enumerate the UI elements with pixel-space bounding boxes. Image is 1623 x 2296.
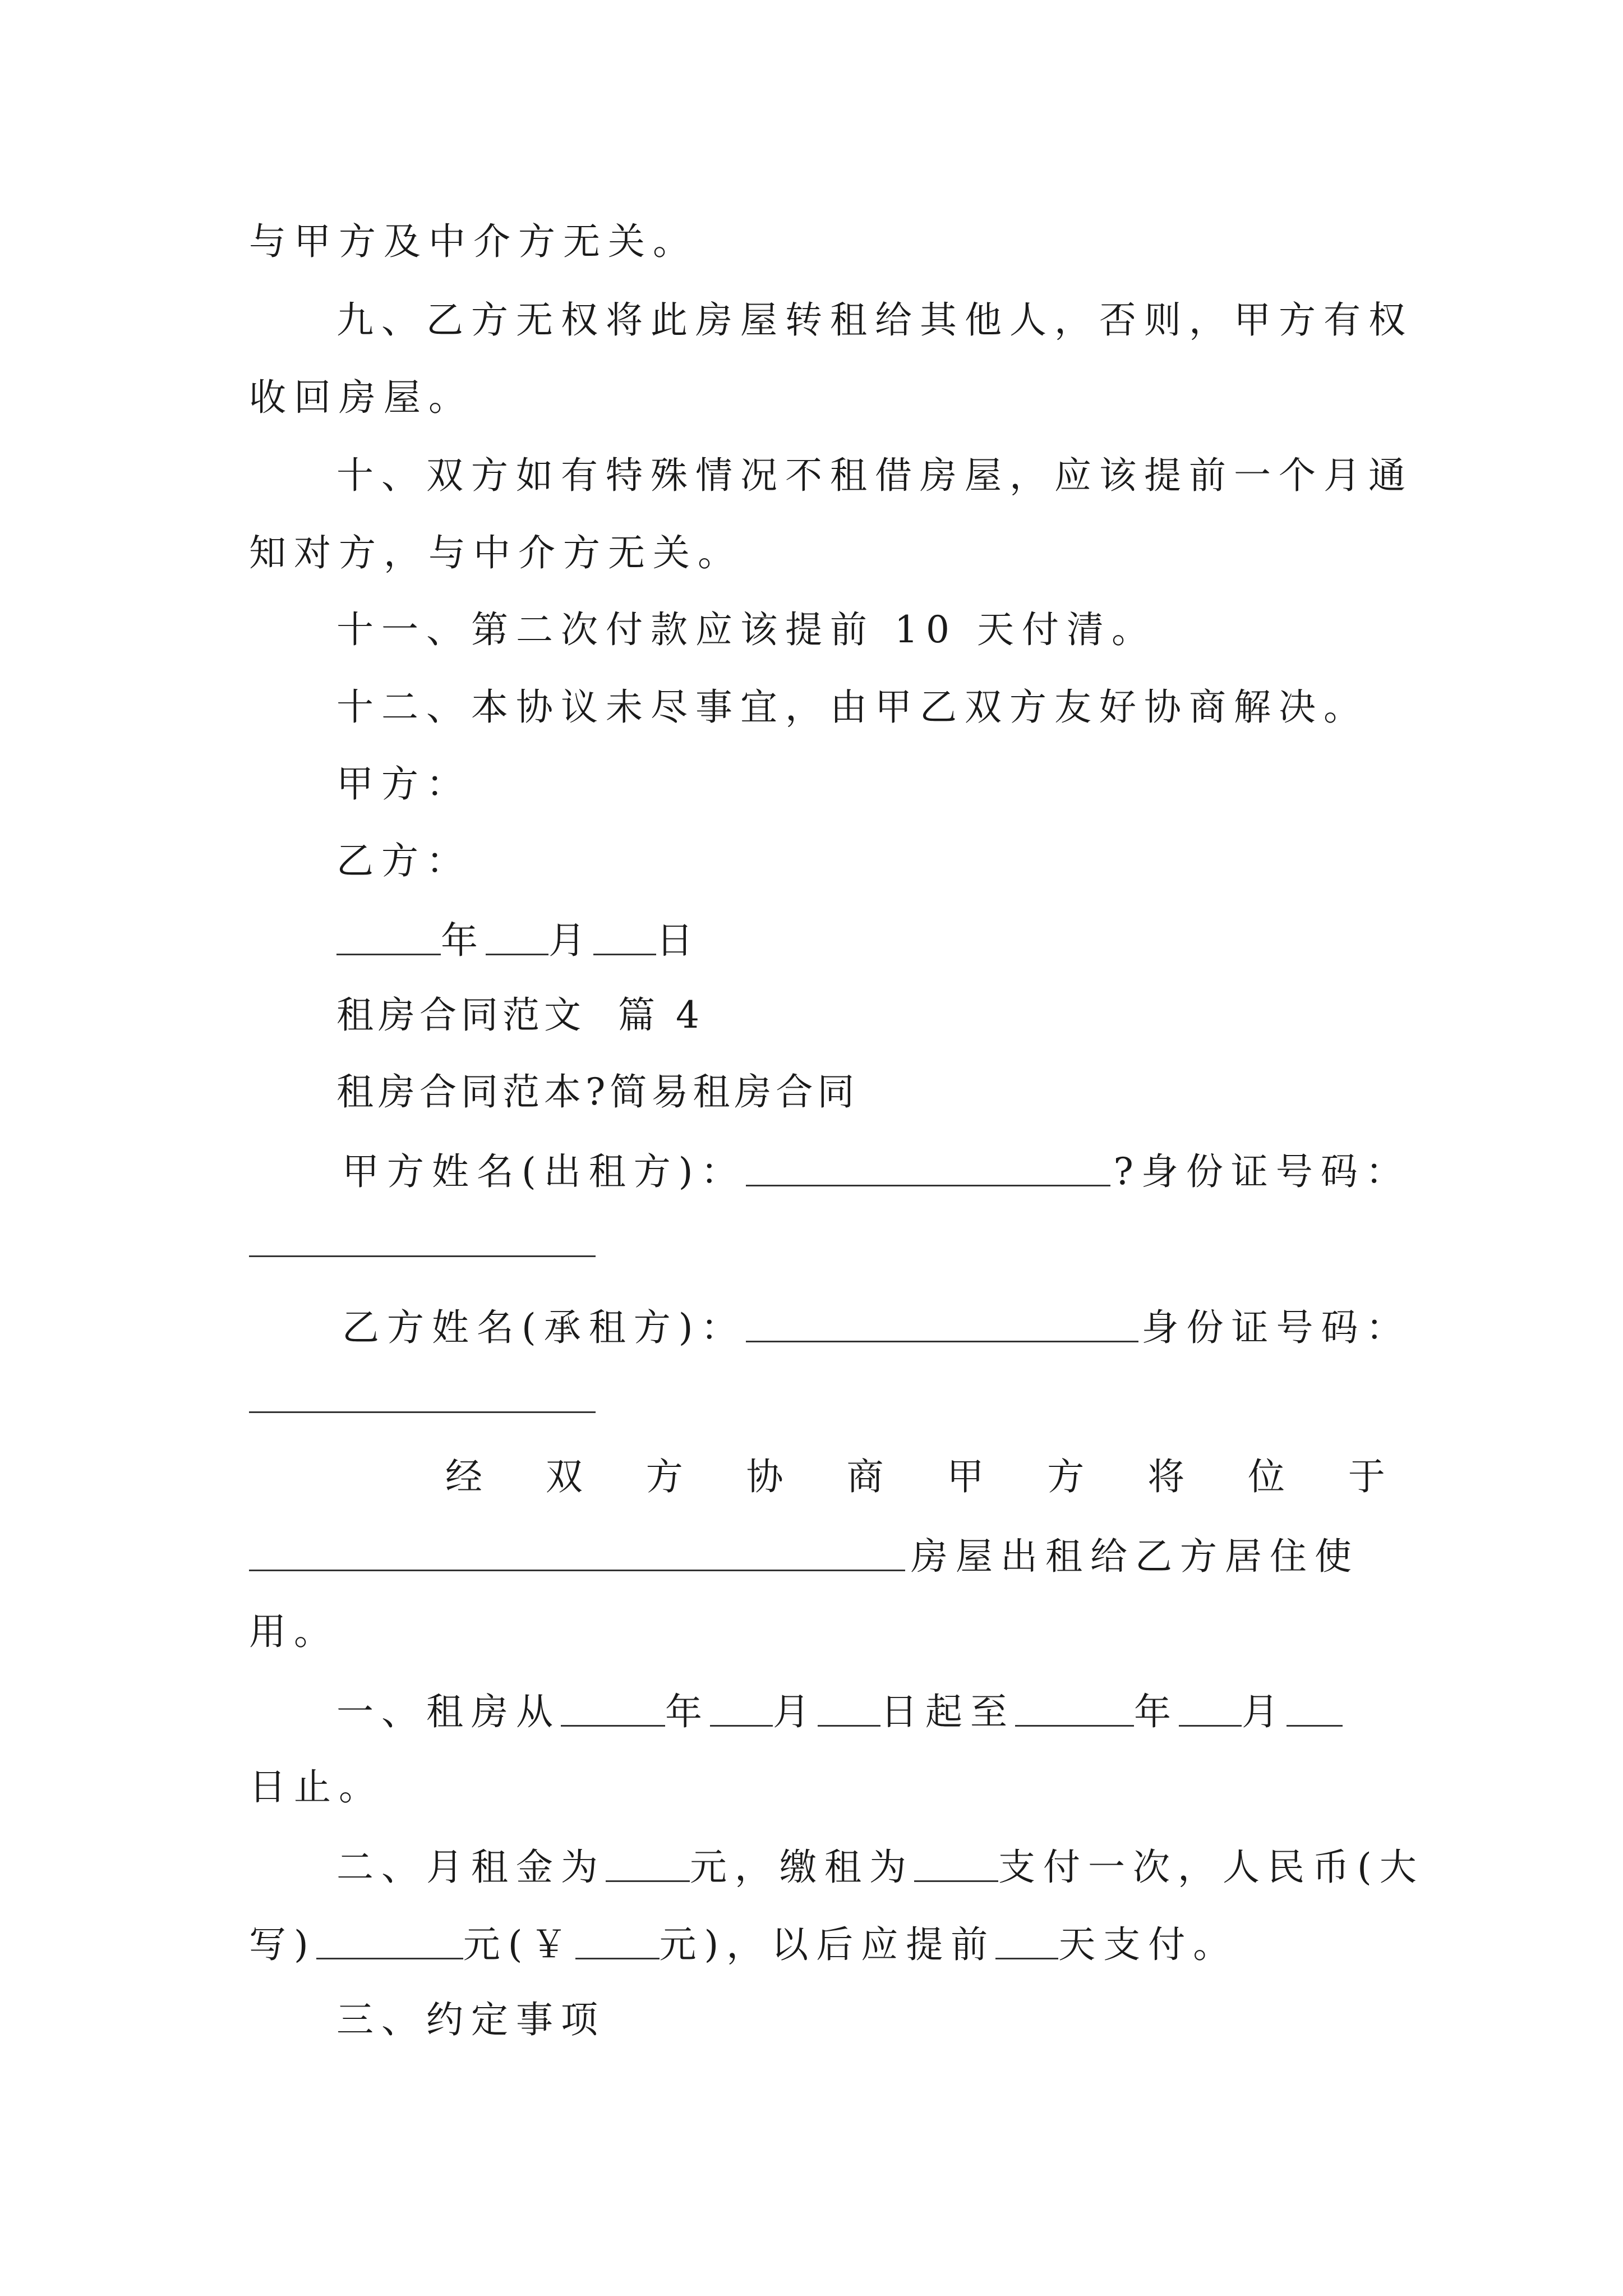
clause-9-line: 收回房屋。 <box>249 376 473 419</box>
intro-line: 用。 <box>249 1610 339 1653</box>
blank-field <box>914 1847 998 1882</box>
date-month-label: 月 <box>548 919 593 962</box>
rent-label: 写) <box>249 1923 316 1966</box>
clause-10-line: 知对方，与中介方无关。 <box>249 531 743 574</box>
rent-label: 元(￥ <box>463 1923 575 1966</box>
blank-field <box>316 1924 463 1959</box>
blank-field <box>1287 1691 1343 1727</box>
blank-field <box>249 1411 596 1413</box>
intro-char: 甲 <box>947 1455 984 1498</box>
intro-char: 经 <box>445 1455 482 1498</box>
rent-label: 二、月租金为 <box>336 1846 606 1889</box>
date-day-label: 日 <box>656 919 701 962</box>
party-b-id-label: 身份证号码： <box>1141 1306 1411 1349</box>
intro-char: 方 <box>645 1455 683 1498</box>
blank-field <box>1015 1691 1134 1727</box>
blank-field <box>593 920 656 955</box>
signature-party-a: 甲方： <box>336 762 471 806</box>
term-label: 年 <box>665 1690 710 1733</box>
intro-char: 方 <box>1047 1455 1085 1498</box>
blank-field <box>249 1255 596 1257</box>
clause-9-line: 九、乙方无权将此房屋转租给其他人，否则，甲方有权 <box>336 298 1413 342</box>
date-year-label: 年 <box>441 919 486 962</box>
blank-field <box>606 1847 690 1882</box>
blank-field <box>249 1536 905 1571</box>
intro-char: 商 <box>846 1455 884 1498</box>
blank-field <box>336 920 441 955</box>
term-line <box>336 1691 1343 1731</box>
blank-field <box>486 920 548 955</box>
blank-field <box>995 1924 1058 1959</box>
term-label: 月 <box>1242 1690 1287 1733</box>
intro-char: 双 <box>545 1455 583 1498</box>
contract-title: 租房合同范本?简易租房合同 <box>336 1070 859 1114</box>
section-heading: 租房合同范文 篇 4 <box>336 993 704 1037</box>
rent-label: 元)，以后应提前 <box>659 1923 996 1966</box>
clause-10-line: 十、双方如有特殊情况不租借房屋，应该提前一个月通 <box>336 454 1413 497</box>
term-line: 日止。 <box>249 1765 384 1809</box>
intro-char: 将 <box>1147 1455 1185 1498</box>
intro-char: 协 <box>746 1455 783 1498</box>
intro-line <box>249 1535 1359 1578</box>
intro-char: 位 <box>1248 1455 1285 1498</box>
blank-field <box>746 1151 1110 1186</box>
party-a-label: 甲方姓名(出租方)： <box>342 1150 746 1193</box>
blank-field <box>818 1691 880 1727</box>
signature-date <box>336 919 701 962</box>
rent-label: 元，缴租为 <box>690 1846 914 1889</box>
term-label: 月 <box>773 1690 818 1733</box>
party-b-label: 乙方姓名(承租方)： <box>342 1306 746 1349</box>
term-label: 年 <box>1134 1690 1179 1733</box>
rent-label: 支付一次，人民币(大 <box>998 1846 1424 1889</box>
intro-char: 于 <box>1348 1455 1385 1498</box>
term-label: 日起至 <box>880 1690 1015 1733</box>
party-a-line <box>342 1150 1410 1193</box>
paragraph-line: 与甲方及中介方无关。 <box>249 220 698 263</box>
section-3-heading: 三、约定事项 <box>336 1998 606 2041</box>
clause-12: 十二、本协议未尽事宜，由甲乙双方友好协商解决。 <box>336 685 1368 729</box>
intro-line <box>445 1455 1385 1498</box>
blank-field <box>1179 1691 1242 1727</box>
blank-field <box>710 1691 773 1727</box>
signature-party-b: 乙方： <box>336 839 471 882</box>
rent-line <box>336 1846 1424 1889</box>
term-label: 一、租房从 <box>336 1690 561 1733</box>
clause-11: 十一、第二次付款应该提前 10 天付清。 <box>336 608 1156 651</box>
blank-field <box>561 1691 665 1727</box>
party-b-line <box>342 1306 1411 1349</box>
blank-field <box>746 1307 1138 1342</box>
blank-field <box>575 1924 660 1959</box>
party-a-id-label: ?身份证号码： <box>1113 1150 1410 1193</box>
rent-label: 天支付。 <box>1058 1923 1238 1966</box>
rent-line <box>249 1923 1238 1966</box>
intro-text: 房屋出租给乙方居住使 <box>911 1535 1359 1578</box>
